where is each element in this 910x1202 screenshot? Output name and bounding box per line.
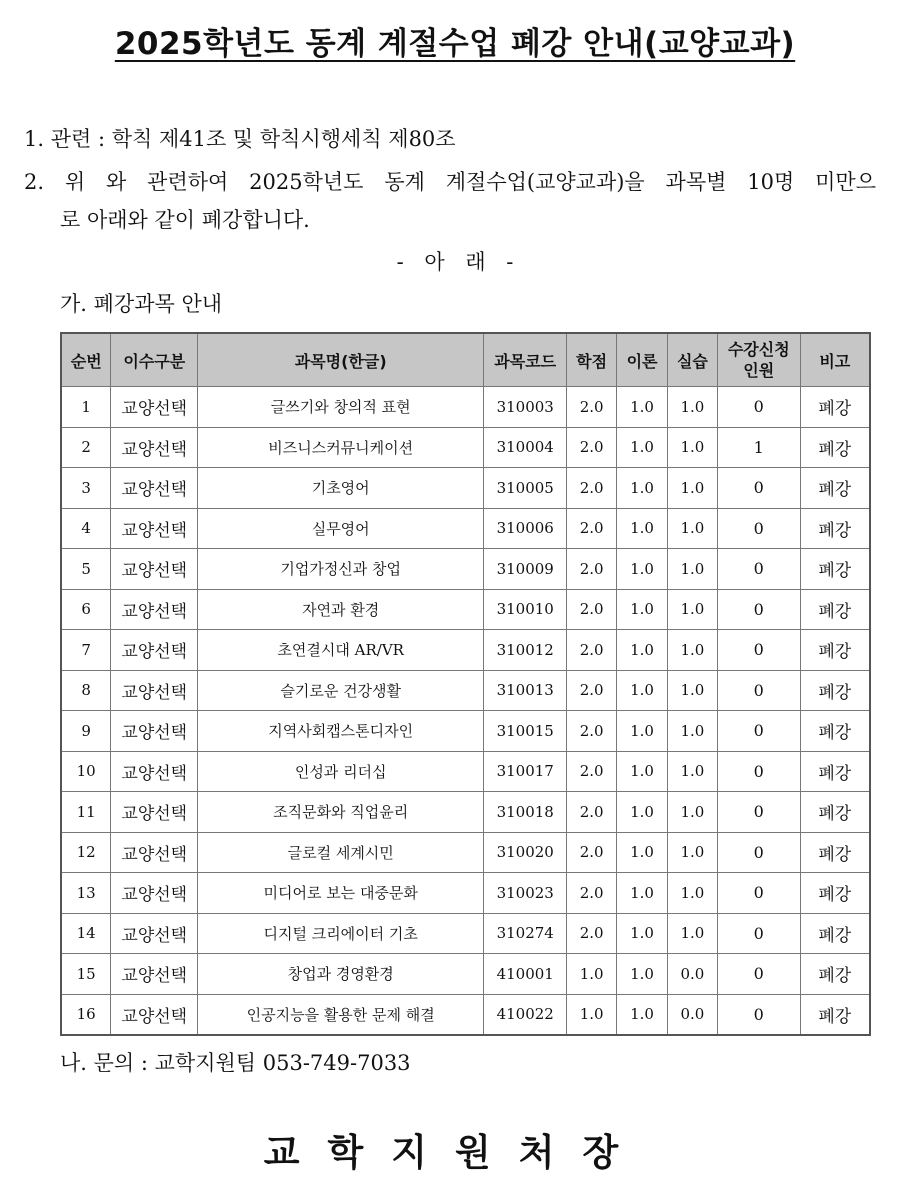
row-course-code: 310009	[484, 549, 567, 590]
header-no: 순번	[61, 333, 111, 387]
row-course-name: 지역사회캡스톤디자인	[198, 711, 484, 752]
row-theory: 1.0	[617, 954, 668, 995]
row-note: 폐강	[800, 630, 870, 671]
row-credit: 2.0	[567, 508, 617, 549]
row-course-code: 310013	[484, 670, 567, 711]
row-credit: 2.0	[567, 873, 617, 914]
row-no: 12	[61, 832, 111, 873]
row-category: 교양선택	[111, 994, 198, 1035]
table-header-row	[61, 333, 870, 387]
row-note: 폐강	[800, 549, 870, 590]
row-theory: 1.0	[617, 994, 668, 1035]
row-no: 5	[61, 549, 111, 590]
row-practice: 0.0	[667, 994, 717, 1035]
row-no: 4	[61, 508, 111, 549]
row-practice: 1.0	[667, 427, 717, 468]
row-practice: 0.0	[667, 954, 717, 995]
table-row	[61, 670, 870, 711]
header-applicants-line2: 인원	[743, 361, 775, 380]
row-category: 교양선택	[111, 670, 198, 711]
row-course-code: 310020	[484, 832, 567, 873]
row-course-name: 조직문화와 직업윤리	[198, 792, 484, 833]
row-no: 10	[61, 751, 111, 792]
row-applicants: 0	[717, 630, 800, 671]
row-credit: 2.0	[567, 589, 617, 630]
row-note: 폐강	[800, 589, 870, 630]
row-category: 교양선택	[111, 630, 198, 671]
table-row	[61, 427, 870, 468]
row-course-name: 자연과 환경	[198, 589, 484, 630]
row-practice: 1.0	[667, 589, 717, 630]
row-theory: 1.0	[617, 508, 668, 549]
row-credit: 2.0	[567, 832, 617, 873]
row-note: 폐강	[800, 873, 870, 914]
row-credit: 2.0	[567, 792, 617, 833]
row-theory: 1.0	[617, 792, 668, 833]
row-no: 13	[61, 873, 111, 914]
issuer-signature: 교학지원처장	[263, 1131, 647, 1174]
table-row	[61, 387, 870, 428]
row-applicants: 0	[717, 994, 800, 1035]
row-category: 교양선택	[111, 954, 198, 995]
row-applicants: 0	[717, 387, 800, 428]
row-course-name: 실무영어	[198, 508, 484, 549]
row-credit: 2.0	[567, 913, 617, 954]
row-note: 폐강	[800, 387, 870, 428]
row-theory: 1.0	[617, 873, 668, 914]
row-theory: 1.0	[617, 832, 668, 873]
row-no: 8	[61, 670, 111, 711]
row-practice: 1.0	[667, 711, 717, 752]
row-applicants: 0	[717, 832, 800, 873]
row-credit: 1.0	[567, 994, 617, 1035]
row-credit: 2.0	[567, 387, 617, 428]
row-applicants: 0	[717, 751, 800, 792]
table-row	[61, 630, 870, 671]
item-2-text-line2: 로 아래와 같이 폐강합니다.	[60, 208, 310, 232]
table-row	[61, 508, 870, 549]
row-credit: 1.0	[567, 954, 617, 995]
row-course-name: 디지털 크리에이터 기초	[198, 913, 484, 954]
row-no: 6	[61, 589, 111, 630]
row-theory: 1.0	[617, 913, 668, 954]
row-no: 3	[61, 468, 111, 509]
row-credit: 2.0	[567, 427, 617, 468]
row-practice: 1.0	[667, 792, 717, 833]
row-note: 폐강	[800, 468, 870, 509]
row-category: 교양선택	[111, 508, 198, 549]
table-row	[61, 832, 870, 873]
row-category: 교양선택	[111, 549, 198, 590]
row-course-name: 인공지능을 활용한 문제 해결	[198, 994, 484, 1035]
header-credit: 학점	[567, 333, 617, 387]
row-course-code: 410022	[484, 994, 567, 1035]
table-row	[61, 468, 870, 509]
table-row	[61, 589, 870, 630]
table-row	[61, 994, 870, 1035]
row-category: 교양선택	[111, 832, 198, 873]
header-course-code: 과목코드	[484, 333, 567, 387]
item-1-text: 1. 관련 : 학칙 제41조 및 학칙시행세칙 제80조	[24, 127, 456, 151]
row-no: 14	[61, 913, 111, 954]
row-course-code: 410001	[484, 954, 567, 995]
document-title: 2025학년도 동계 계절수업 폐강 안내(교양교과)	[114, 26, 796, 62]
row-applicants: 0	[717, 913, 800, 954]
row-note: 폐강	[800, 994, 870, 1035]
row-course-code: 310018	[484, 792, 567, 833]
header-applicants	[717, 333, 800, 387]
row-applicants: 0	[717, 954, 800, 995]
row-practice: 1.0	[667, 751, 717, 792]
row-no: 9	[61, 711, 111, 752]
row-practice: 1.0	[667, 832, 717, 873]
row-applicants: 0	[717, 508, 800, 549]
row-course-code: 310005	[484, 468, 567, 509]
row-note: 폐강	[800, 427, 870, 468]
row-credit: 2.0	[567, 630, 617, 671]
row-course-name: 창업과 경영환경	[198, 954, 484, 995]
row-course-name: 슬기로운 건강생활	[198, 670, 484, 711]
row-applicants: 0	[717, 468, 800, 509]
row-note: 폐강	[800, 711, 870, 752]
row-applicants: 0	[717, 589, 800, 630]
row-credit: 2.0	[567, 670, 617, 711]
row-note: 폐강	[800, 508, 870, 549]
row-course-code: 310003	[484, 387, 567, 428]
row-category: 교양선택	[111, 427, 198, 468]
section-na-contact: 나. 문의 : 교학지원팀 053-749-7033	[60, 1051, 411, 1075]
header-practice: 실습	[667, 333, 717, 387]
row-category: 교양선택	[111, 873, 198, 914]
row-theory: 1.0	[617, 468, 668, 509]
row-no: 15	[61, 954, 111, 995]
row-theory: 1.0	[617, 549, 668, 590]
row-note: 폐강	[800, 913, 870, 954]
table-row	[61, 711, 870, 752]
closed-courses-table	[60, 332, 871, 1036]
row-practice: 1.0	[667, 468, 717, 509]
row-credit: 2.0	[567, 468, 617, 509]
row-credit: 2.0	[567, 711, 617, 752]
table-row	[61, 792, 870, 833]
row-category: 교양선택	[111, 468, 198, 509]
row-course-code: 310015	[484, 711, 567, 752]
row-course-code: 310017	[484, 751, 567, 792]
row-practice: 1.0	[667, 549, 717, 590]
row-note: 폐강	[800, 670, 870, 711]
row-applicants: 1	[717, 427, 800, 468]
header-course-name: 과목명(한글)	[198, 333, 484, 387]
row-credit: 2.0	[567, 751, 617, 792]
row-course-name: 비즈니스커뮤니케이션	[198, 427, 484, 468]
row-applicants: 0	[717, 549, 800, 590]
row-category: 교양선택	[111, 913, 198, 954]
row-course-name: 초연결시대 AR/VR	[198, 630, 484, 671]
row-theory: 1.0	[617, 427, 668, 468]
row-theory: 1.0	[617, 630, 668, 671]
header-applicants-line1: 수강신청	[727, 340, 790, 359]
row-course-name: 인성과 리더십	[198, 751, 484, 792]
row-course-name: 글쓰기와 창의적 표현	[198, 387, 484, 428]
row-note: 폐강	[800, 954, 870, 995]
row-no: 1	[61, 387, 111, 428]
row-category: 교양선택	[111, 589, 198, 630]
table-row	[61, 549, 870, 590]
row-no: 16	[61, 994, 111, 1035]
header-category: 이수구분	[111, 333, 198, 387]
row-practice: 1.0	[667, 913, 717, 954]
row-category: 교양선택	[111, 387, 198, 428]
row-category: 교양선택	[111, 792, 198, 833]
table-row	[61, 954, 870, 995]
row-theory: 1.0	[617, 589, 668, 630]
row-applicants: 0	[717, 711, 800, 752]
row-theory: 1.0	[617, 387, 668, 428]
row-no: 7	[61, 630, 111, 671]
row-course-name: 기업가정신과 창업	[198, 549, 484, 590]
row-applicants: 0	[717, 873, 800, 914]
row-theory: 1.0	[617, 670, 668, 711]
row-course-name: 기초영어	[198, 468, 484, 509]
row-course-code: 310023	[484, 873, 567, 914]
row-note: 폐강	[800, 792, 870, 833]
table-row	[61, 751, 870, 792]
row-course-code: 310274	[484, 913, 567, 954]
header-note: 비고	[800, 333, 870, 387]
row-practice: 1.0	[667, 873, 717, 914]
row-course-name: 글로컬 세계시민	[198, 832, 484, 873]
row-course-code: 310010	[484, 589, 567, 630]
row-theory: 1.0	[617, 751, 668, 792]
row-credit: 2.0	[567, 549, 617, 590]
row-applicants: 0	[717, 792, 800, 833]
header-theory: 이론	[617, 333, 668, 387]
row-practice: 1.0	[667, 387, 717, 428]
row-course-code: 310012	[484, 630, 567, 671]
row-applicants: 0	[717, 670, 800, 711]
row-no: 2	[61, 427, 111, 468]
item-2-text-line1: 2. 위 와 관련하여 2025학년도 동계 계절수업(교양교과)을 과목별 10명 미만으	[24, 170, 876, 194]
row-course-code: 310006	[484, 508, 567, 549]
row-theory: 1.0	[617, 711, 668, 752]
table-row	[61, 873, 870, 914]
row-practice: 1.0	[667, 508, 717, 549]
row-practice: 1.0	[667, 630, 717, 671]
row-course-code: 310004	[484, 427, 567, 468]
row-category: 교양선택	[111, 711, 198, 752]
row-note: 폐강	[800, 751, 870, 792]
row-note: 폐강	[800, 832, 870, 873]
row-course-name: 미디어로 보는 대중문화	[198, 873, 484, 914]
section-ga-heading: 가. 폐강과목 안내	[60, 292, 223, 316]
row-no: 11	[61, 792, 111, 833]
row-practice: 1.0	[667, 670, 717, 711]
row-category: 교양선택	[111, 751, 198, 792]
table-row	[61, 913, 870, 954]
center-heading: - 아 래 -	[396, 250, 514, 274]
